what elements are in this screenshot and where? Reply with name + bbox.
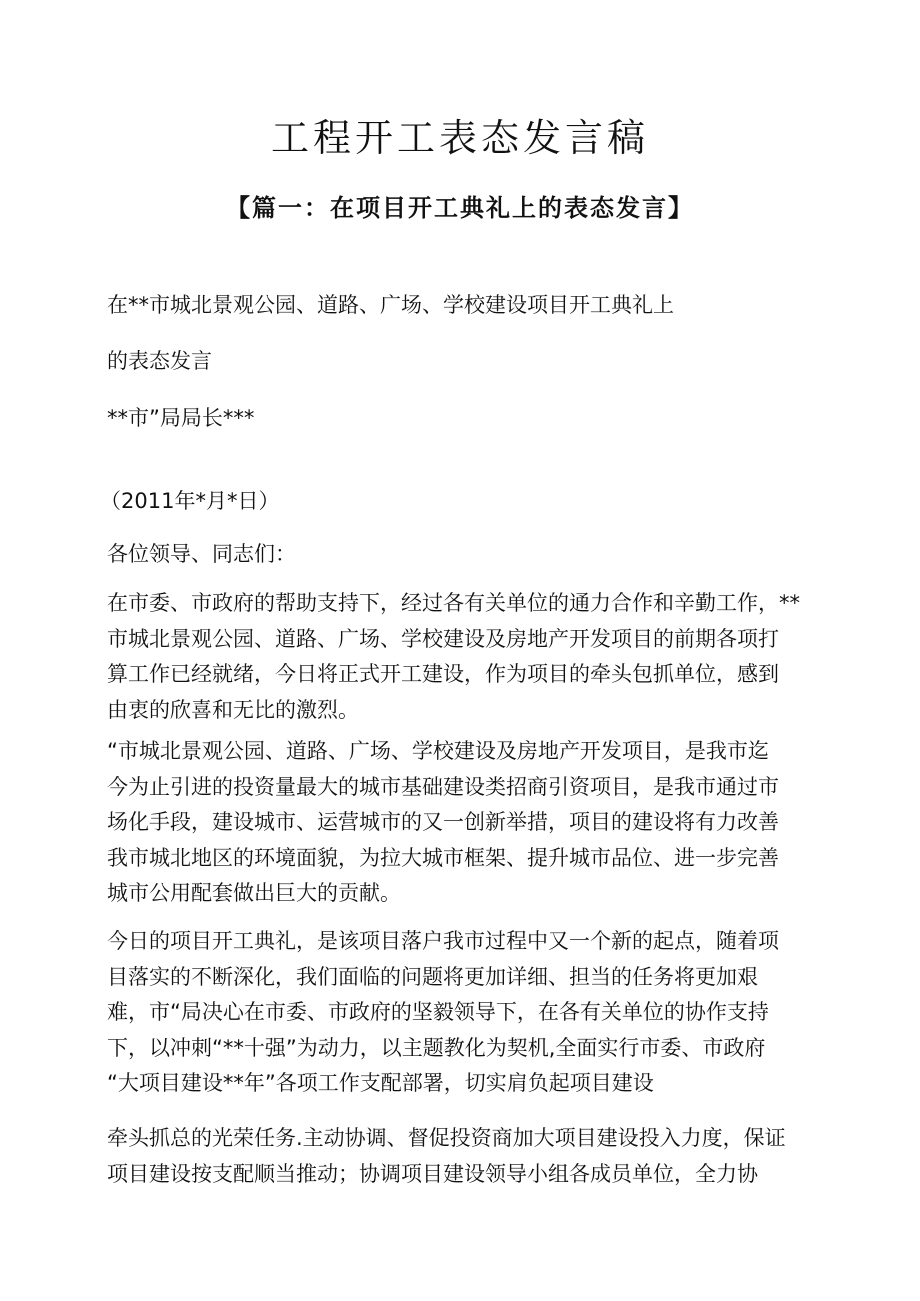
document-subtitle: 【篇一：在项目开工典礼上的表态发言】 xyxy=(226,193,694,222)
paragraph-line: 项目建设按支配顺当推动；协调项目建设领导小组各成员单位，全力协 xyxy=(107,1161,758,1186)
heading-line-1: 在**市城北景观公园、道路、广场、学校建设项目开工典礼上 xyxy=(107,293,674,317)
paragraph-line: “市城北景观公园、道路、广场、学校建设及房地产开发项目，是我市迄 xyxy=(107,739,769,763)
paragraph-line: 今为止引进的投资量最大的城市基础建设类招商引资项目，是我市通过市 xyxy=(107,774,779,799)
speaker-line: **市”局局长*** xyxy=(107,406,255,430)
paragraph-line: 目落实的不断深化，我们面临的问题将更加详细、担当的任务将更加艰 xyxy=(107,964,758,989)
paragraph-line: 下，以冲刺“**十强”为动力，以主题教化为契机,全面实行市委、市政府 xyxy=(107,1035,766,1060)
heading-line-2: 的表态发言 xyxy=(107,349,212,373)
paragraph-line: 今日的项目开工典礼，是该项目落户我市过程中又一个新的起点，随着项 xyxy=(107,929,779,953)
paragraph-3 xyxy=(107,924,823,1102)
paragraph-line: 算工作已经就绪，今日将正式开工建设，作为项目的牵头包抓单位，感到 xyxy=(107,662,779,686)
paragraph-line: 牵头抓总的光荣任务.主动协调、督促投资商加大项目建设投入力度，保证 xyxy=(107,1126,786,1150)
paragraph-line: 城市公用配套做出巨大的贡献。 xyxy=(107,881,401,905)
paragraph-line: 在市委、市政府的帮助支持下，经过各有关单位的通力合作和辛勤工作，** xyxy=(107,591,800,615)
paragraph-line: “大项目建设**年”各项工作支配部署，切实肩负起项目建设 xyxy=(107,1071,654,1095)
date-line: （2011年*月*日） xyxy=(100,489,280,513)
paragraph-line: 难，市“局决心在市委、市政府的坚毅领导下，在各有关单位的协作支持 xyxy=(107,1000,769,1024)
paragraph-1 xyxy=(107,586,823,728)
paragraph-2 xyxy=(107,734,823,912)
paragraph-line: 市城北景观公园、道路、广场、学校建设及房地产开发项目的前期各项打 xyxy=(107,626,779,651)
paragraph-line: 我市城北地区的环境面貌，为拉大城市框架、提升城市品位、进一步完善 xyxy=(107,845,779,870)
document-title: 工程开工表态发言稿 xyxy=(270,116,649,160)
paragraph-line: 场化手段，建设城市、运营城市的又一创新举措，项目的建设将有力改善 xyxy=(107,810,779,834)
paragraph-line: 由衷的欣喜和无比的激烈。 xyxy=(107,697,359,722)
paragraph-4 xyxy=(107,1121,823,1192)
greeting-line: 各位领导、同志们： xyxy=(107,542,296,566)
